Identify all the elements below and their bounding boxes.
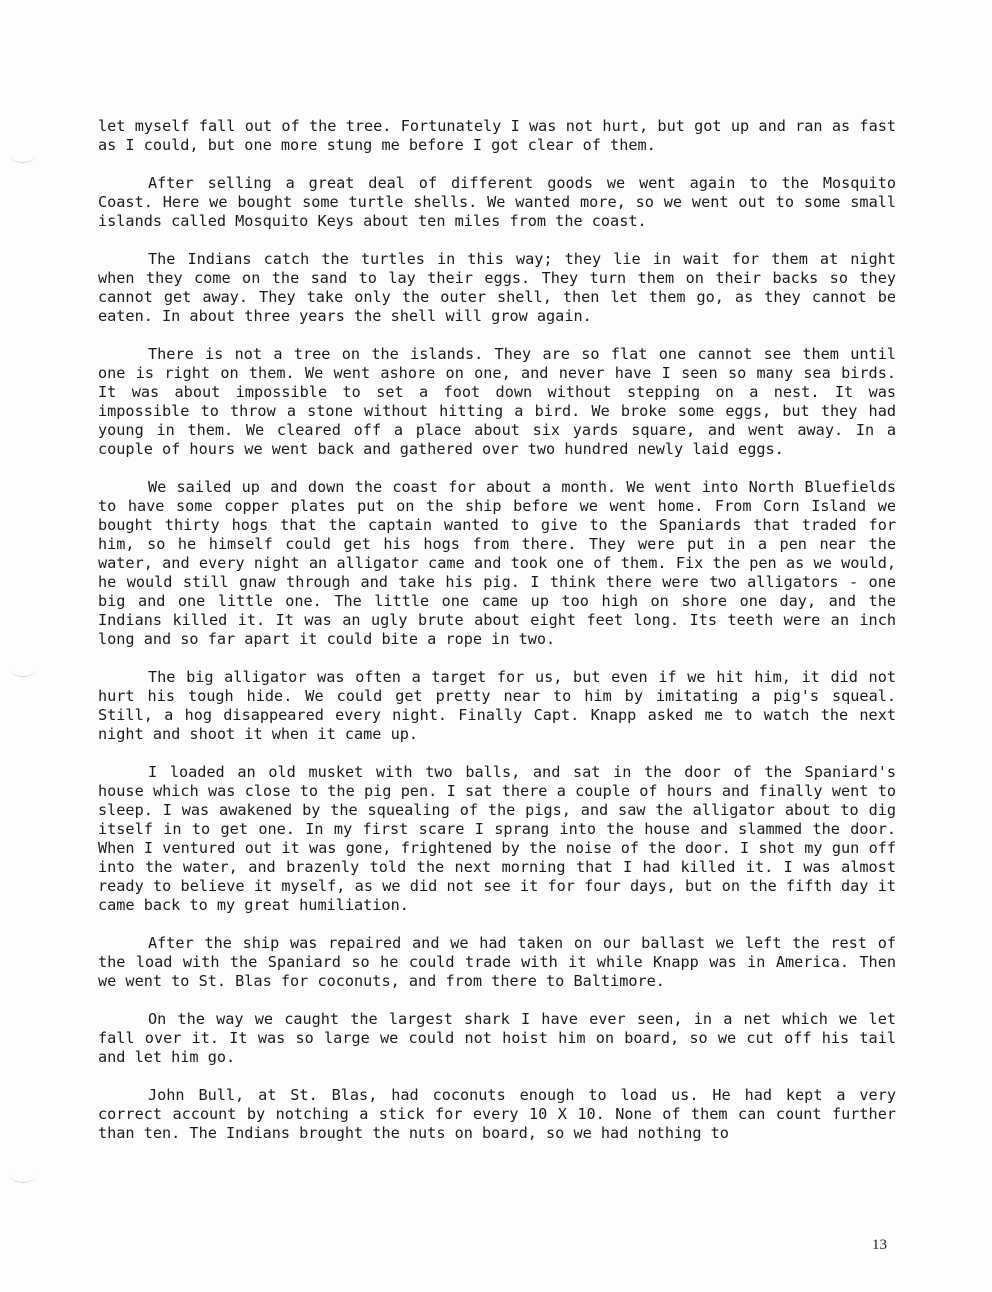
page-number: 13 — [872, 1237, 887, 1253]
paragraph: After selling a great deal of different goods we went again to the Mosquito Coast. Here we bought some turtle shells. We wanted more, so we went out to some small islands called Mosquito Keys about ten miles from the coast. — [98, 174, 896, 230]
body-text — [98, 117, 896, 1162]
paragraph: After the ship was repaired and we had taken on our ballast we left the rest of the load with the Spaniard so he could trade with it while Knapp was in America. Then we went to St. Blas for coconuts, and from there to Baltimore. — [98, 934, 896, 990]
paragraph: We sailed up and down the coast for about a month. We went into North Bluefields to have some copper plates put on the ship before we went home. From Corn Island we bought thirty hogs that the captain wanted to give to the Spaniards that traded for him, so he himself could get his hogs from there. They were put in a pen near the water, and every night an alligator came and took one of them. Fix the pen as we would, he would still gnaw through and take his pig. I think there were two alligators - one big and one little one. The little one came up too high on shore one day, and the Indians killed it. It was an ugly brute about eight feet long. Its teeth were an inch long and so far apart it could bite a rope in two. — [98, 478, 896, 648]
paragraph: let myself fall out of the tree. Fortunately I was not hurt, but got up and ran as fast as I could, but one more stung me before I got clear of them. — [98, 117, 896, 154]
binding-shadow-mark — [10, 662, 36, 677]
binding-shadow-mark — [10, 148, 36, 163]
paragraph: John Bull, at St. Blas, had coconuts enough to load us. He had kept a very correct account by notching a stick for every 10 X 10. None of them can count further than ten. The Indians brought the nuts on board, so we had nothing to — [98, 1086, 896, 1142]
paragraph: On the way we caught the largest shark I have ever seen, in a net which we let fall over it. It was so large we could not hoist him on board, so we cut off his tail and let him go. — [98, 1010, 896, 1066]
paragraph: The big alligator was often a target for us, but even if we hit him, it did not hurt his tough hide. We could get pretty near to him by imitating a pig's squeal. Still, a hog disappeared every night. Finally Capt. Knapp asked me to watch the next night and shoot it when it came up. — [98, 668, 896, 743]
binding-shadow-mark — [10, 1168, 36, 1183]
paragraph: There is not a tree on the islands. They are so flat one cannot see them until one is right on them. We went ashore on one, and never have I seen so many sea birds. It was about impossible to set a foot down without stepping on a nest. It was impossible to throw a stone without hitting a bird. We broke some eggs, but they had young in them. We cleared off a place about six yards square, and went away. In a couple of hours we went back and gathered over two hundred newly laid eggs. — [98, 345, 896, 458]
paragraph: I loaded an old musket with two balls, and sat in the door of the Spaniard's house which was close to the pig pen. I sat there a couple of hours and finally went to sleep. I was awakened by the squealing of the pigs, and saw the alligator about to dig itself in to get one. In my first scare I sprang into the house and slammed the door. When I ventured out it was gone, frightened by the noise of the door. I shot my gun off into the water, and brazenly told the next morning that I had killed it. I was almost ready to believe it myself, as we did not see it for four days, but on the fifth day it came back to my great humiliation. — [98, 763, 896, 914]
paragraph: The Indians catch the turtles in this way; they lie in wait for them at night when they come on the sand to lay their eggs. They turn them on their backs so they cannot get away. They take only the outer shell, then let them go, as they cannot be eaten. In about three years the shell will grow again. — [98, 250, 896, 325]
